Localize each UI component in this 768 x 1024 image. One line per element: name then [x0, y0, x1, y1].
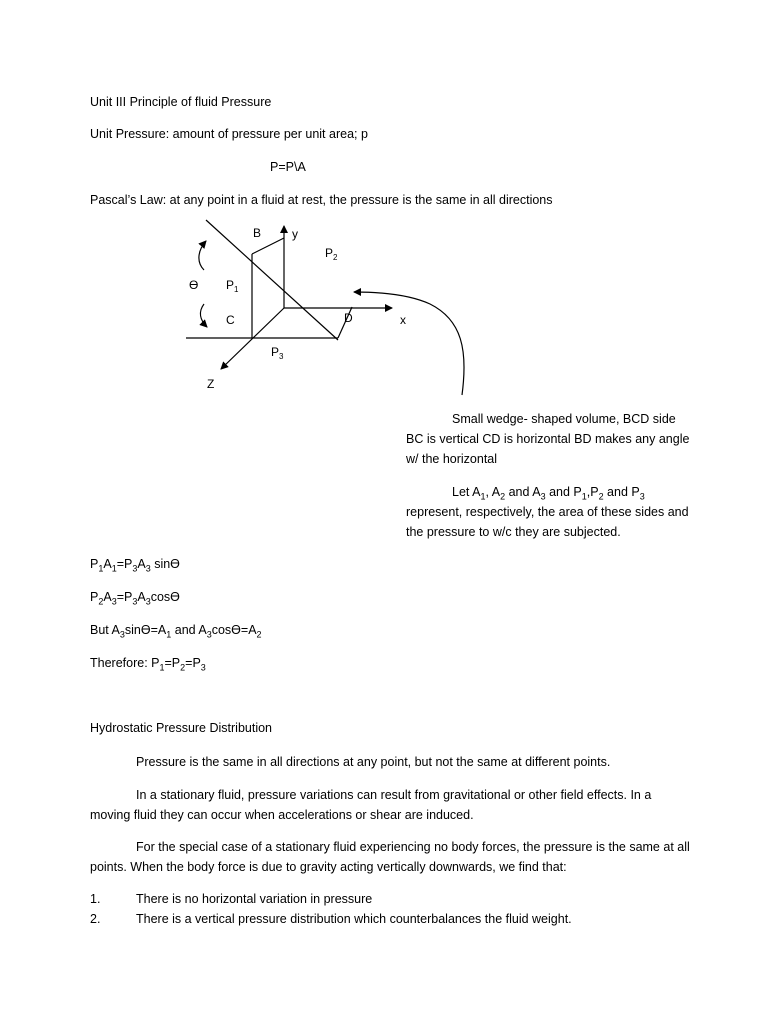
equation-3: But $A_3\sin ϴ=A_1$ and $A_3\cos ϴ=A_2$ [90, 623, 262, 640]
hydrostatic-paragraph-2: In a stationary fluid, pressure variations can result from gravitational or other field effects. In a moving fluid they can occur when accelerations or shear are induced. [90, 788, 652, 822]
page-title: Unit III Principle of fluid Pressure [90, 95, 272, 109]
pascals-law: Pascal’s Law: at any point in a fluid at rest, the pressure is the same in all directions [90, 193, 553, 207]
unit-pressure-definition: Unit Pressure: amount of pressure per unit area; p [90, 127, 368, 141]
label-b: B [253, 226, 262, 240]
label-d: D [344, 311, 353, 325]
theta-arrow-down [200, 304, 207, 327]
area-pressure-description: Let $A_1$, $A_2$ and $A_3$ and $P_1,P_2$ and $P_3$ represent, respectively, the area of these sides and the pressure to w/c they are subjected. [406, 485, 689, 539]
wedge-diagram [0, 0, 768, 420]
equation-4: Therefore: $P_1=P_2=P_3$ [90, 656, 206, 673]
list-item: 1. There is no horizontal variation in pressure [90, 892, 373, 906]
wedge-description: Small wedge- shaped volume, BCD side BC is vertical CD is horizontal BD makes any angle w/ the horizontal [406, 412, 690, 466]
label-y: y [292, 227, 298, 241]
hydrostatic-heading: Hydrostatic Pressure Distribution [90, 721, 273, 735]
label-p2: $P_2$ [325, 246, 338, 262]
equation-1: $P_1A_1=P_3A_3$ sinϴ [90, 557, 180, 574]
equation-2: $P_2A_3=P_3A_3\cos ϴ$ [90, 590, 180, 607]
list-item: 2. There is a vertical pressure distribution which counterbalances the fluid weight. [90, 912, 572, 926]
edge-top [252, 238, 284, 254]
hydrostatic-paragraph-1: Pressure is the same in all directions at any point, but not the same at different points. [136, 755, 611, 769]
label-z: Z [207, 377, 215, 391]
label-theta: ϴ [189, 278, 199, 292]
label-p1: $P_1$ [226, 278, 239, 294]
label-p3: $P_3$ [271, 345, 284, 361]
pressure-formula: P=P\A [270, 160, 306, 174]
hydrostatic-paragraph-3: For the special case of a stationary fluid experiencing no body forces, the pressure is the same at all points. When the body force is due to gravity acting vertically downwards, we find that: [90, 840, 690, 874]
label-x: x [400, 313, 406, 327]
label-c: C [226, 313, 235, 327]
theta-arrow-up [199, 241, 206, 270]
hydrostatic-list [90, 889, 572, 929]
